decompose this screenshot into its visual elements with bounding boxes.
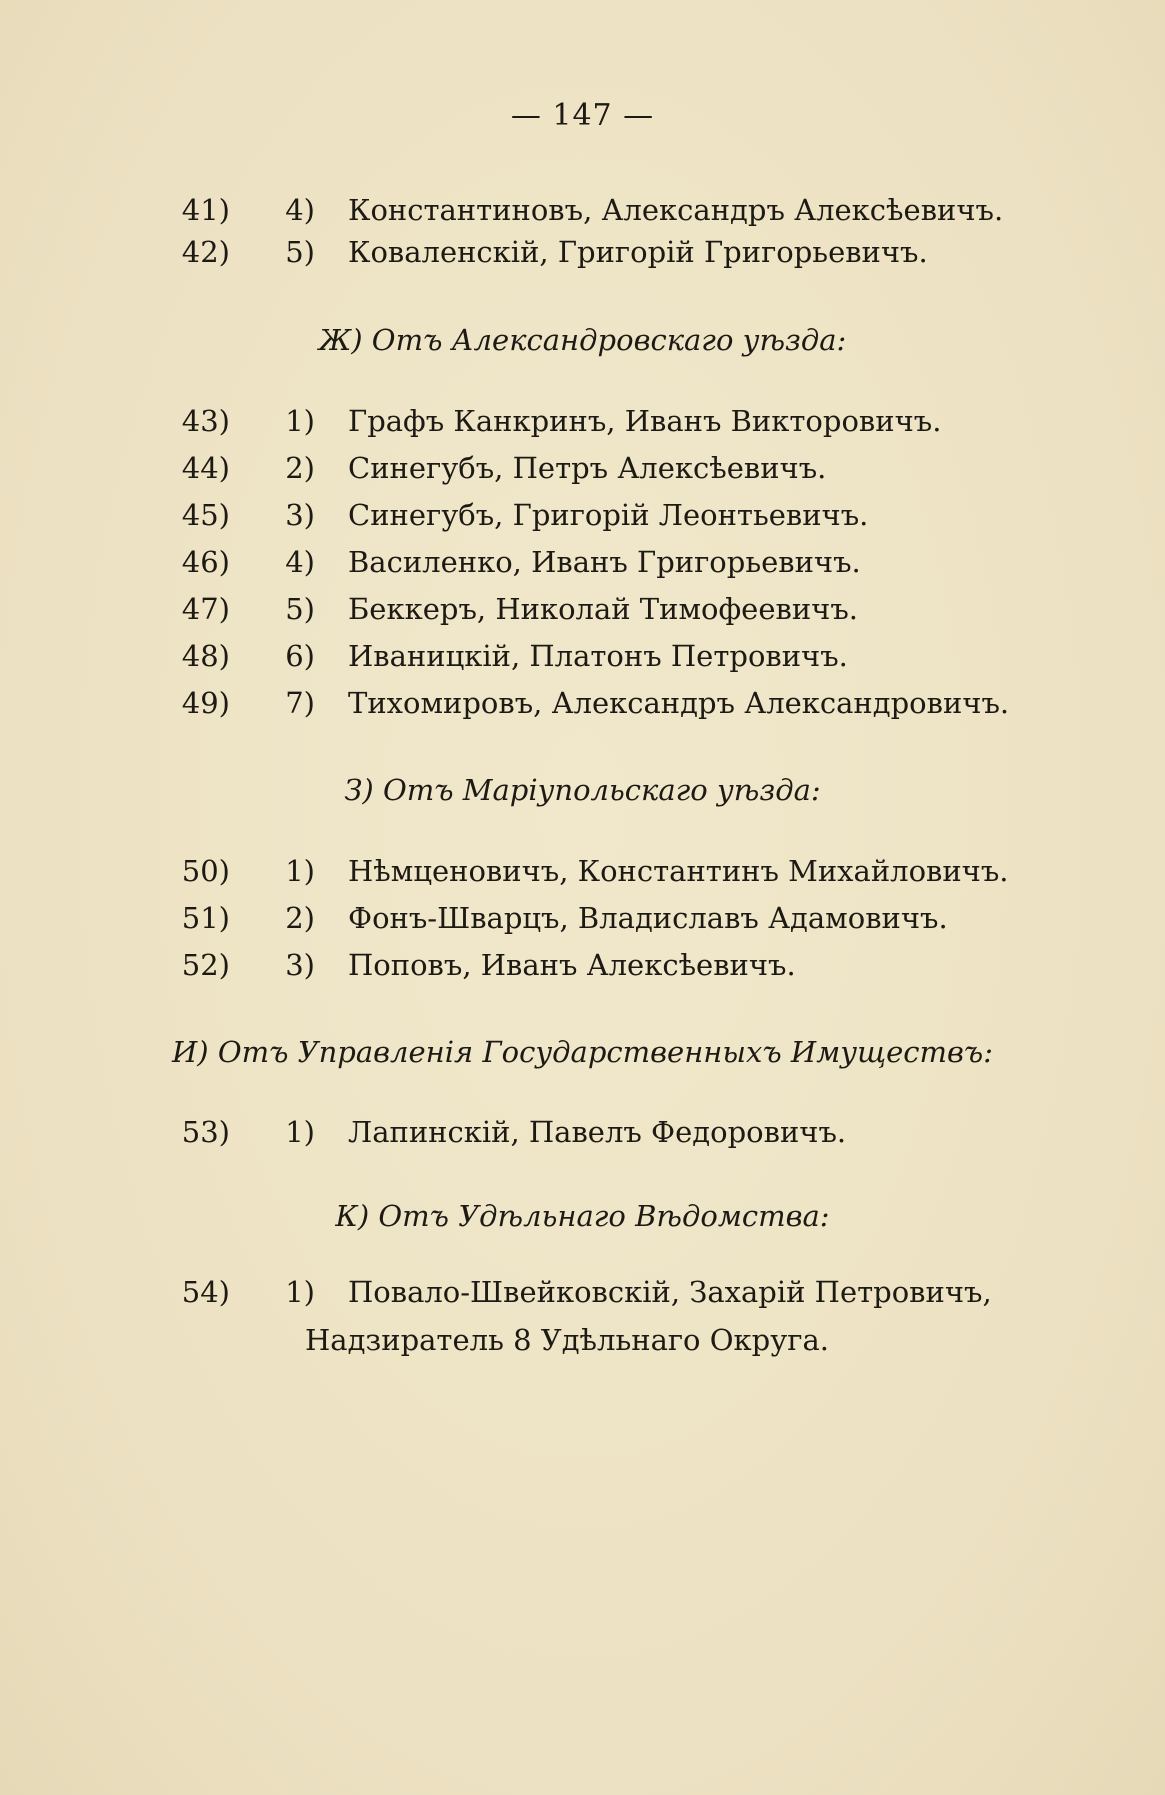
entry-subnumber: 3) bbox=[285, 948, 315, 982]
entry-subnumber: 4) bbox=[285, 545, 315, 579]
entry-subnumber: 1) bbox=[285, 854, 315, 888]
entry-number: 44) bbox=[181, 451, 230, 485]
entry-subnumber: 5) bbox=[285, 235, 315, 269]
entry-subnumber: 5) bbox=[285, 592, 315, 626]
entry-number: 51) bbox=[181, 901, 230, 935]
entry-name: Лапинскій, Павелъ Федоровичъ. bbox=[348, 1115, 847, 1149]
section-heading: Ж) Отъ Александровскаго уѣзда: bbox=[318, 323, 847, 357]
entry-name: Синегубъ, Петръ Алексѣевичъ. bbox=[348, 451, 827, 485]
entry-number: 48) bbox=[181, 639, 230, 673]
entry-subnumber: 2) bbox=[285, 451, 315, 485]
entry-number: 43) bbox=[181, 404, 230, 438]
entry-number: 49) bbox=[181, 686, 230, 720]
entry-subnumber: 7) bbox=[285, 686, 315, 720]
entry-name: Повало-Швейковскій, Захарій Петровичъ, bbox=[348, 1275, 992, 1309]
entry-name: Надзиратель 8 Удѣльнаго Округа. bbox=[305, 1323, 829, 1357]
entry-subnumber: 6) bbox=[285, 639, 315, 673]
entry-number: 41) bbox=[181, 193, 230, 227]
entry-name: Василенко, Иванъ Григорьевичъ. bbox=[348, 545, 861, 579]
entry-subnumber: 3) bbox=[285, 498, 315, 532]
entry-name: Нѣмценовичъ, Константинъ Михайловичъ. bbox=[348, 854, 1009, 888]
section-heading: К) Отъ Удѣльнаго Вѣдомства: bbox=[335, 1199, 830, 1233]
entry-subnumber: 1) bbox=[285, 404, 315, 438]
entry-name: Коваленскій, Григорій Григорьевичъ. bbox=[348, 235, 928, 269]
entry-number: 46) bbox=[181, 545, 230, 579]
entry-name: Поповъ, Иванъ Алексѣевичъ. bbox=[348, 948, 796, 982]
page-number: — 147 — bbox=[510, 98, 655, 133]
entry-number: 50) bbox=[181, 854, 230, 888]
entry-number: 47) bbox=[181, 592, 230, 626]
entry-name: Синегубъ, Григорій Леонтьевичъ. bbox=[348, 498, 869, 532]
entry-name: Иваницкій, Платонъ Петровичъ. bbox=[348, 639, 848, 673]
entry-subnumber: 2) bbox=[285, 901, 315, 935]
entry-name: Тихомировъ, Александръ Александровичъ. bbox=[348, 686, 1010, 720]
entry-number: 54) bbox=[181, 1275, 230, 1309]
entry-number: 45) bbox=[181, 498, 230, 532]
entry-number: 52) bbox=[181, 948, 230, 982]
section-heading: И) Отъ Управленія Государственныхъ Имуществъ: bbox=[172, 1035, 993, 1069]
entry-name: Беккеръ, Николай Тимофеевичъ. bbox=[348, 592, 859, 626]
entry-number: 53) bbox=[181, 1115, 230, 1149]
entry-subnumber: 4) bbox=[285, 193, 315, 227]
entry-name: Константиновъ, Александръ Алексѣевичъ. bbox=[348, 193, 1004, 227]
entry-name: Графъ Канкринъ, Иванъ Викторовичъ. bbox=[348, 404, 942, 438]
section-heading: З) Отъ Маріупольскаго уѣзда: bbox=[344, 773, 821, 807]
entry-subnumber: 1) bbox=[285, 1275, 315, 1309]
entry-number: 42) bbox=[181, 235, 230, 269]
entry-name: Фонъ-Шварцъ, Владиславъ Адамовичъ. bbox=[348, 901, 948, 935]
entry-subnumber: 1) bbox=[285, 1115, 315, 1149]
